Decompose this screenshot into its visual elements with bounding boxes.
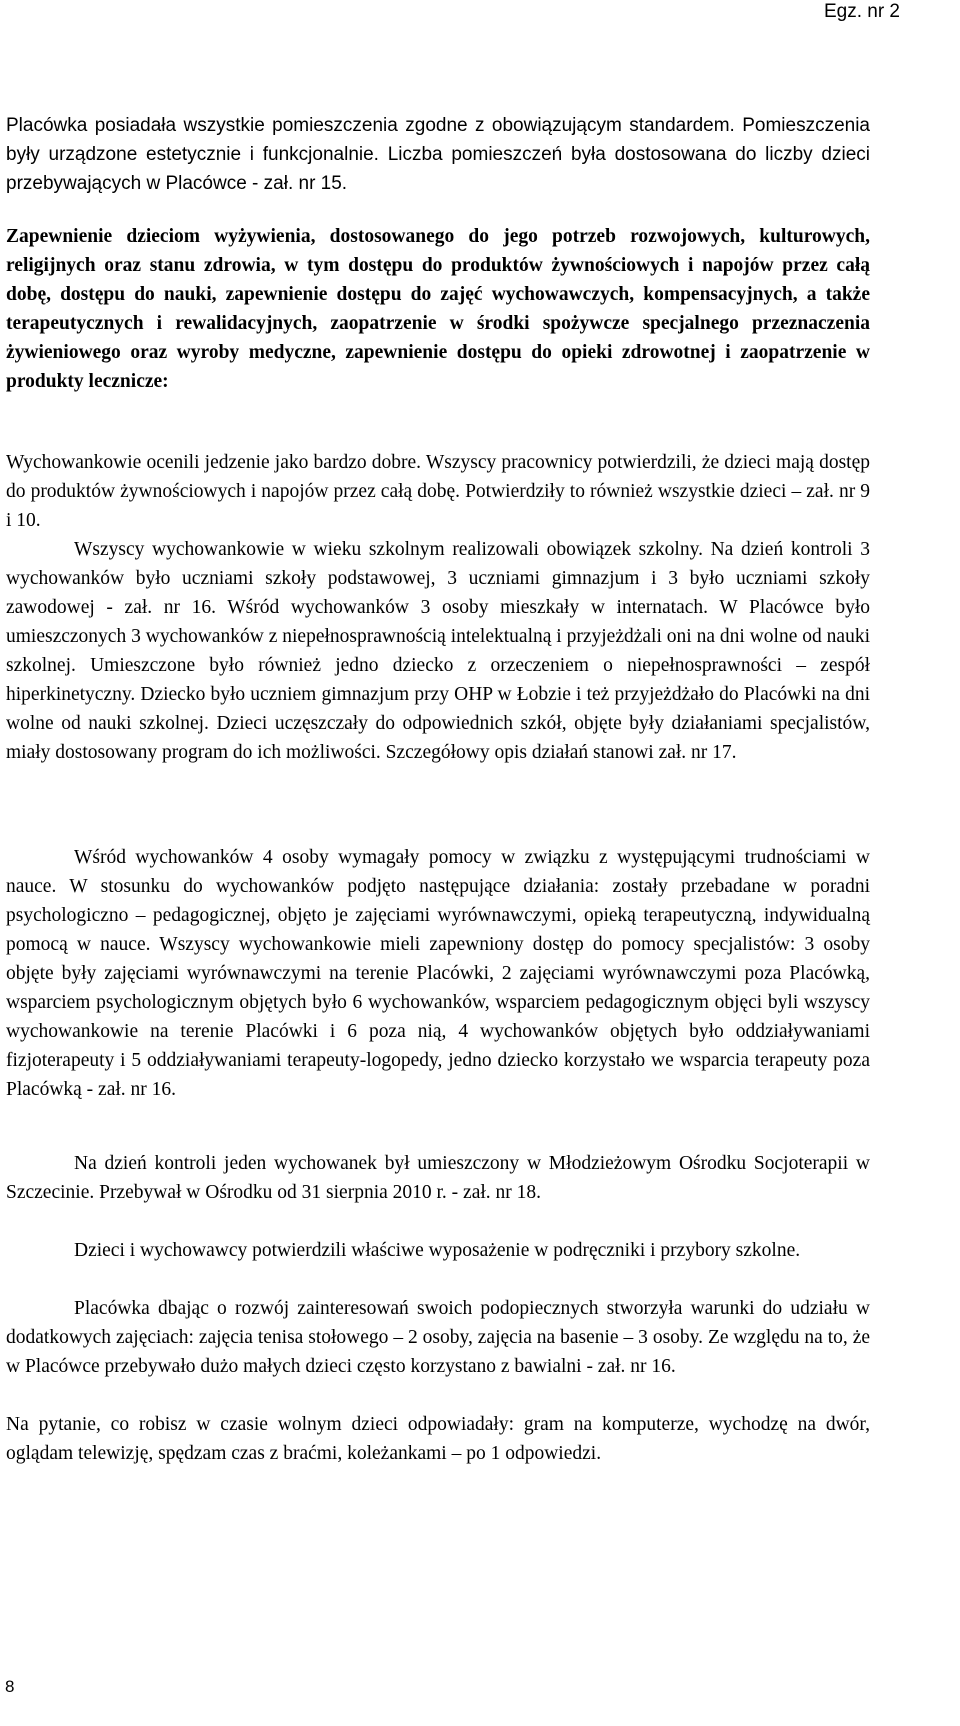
paragraph-extra-activities: Placówka dbając o rozwój zainteresowań swoich podopiecznych stworzyła warunki do udziału w dodatkowych zajęciach: zajęcia tenisa stołowego – 2 osoby, zajęcia na basenie – 3 osoby. Ze względu na to, że w Placówce przebywało dużo małych dzieci często korzystano z bawialni - zał. nr 16. bbox=[6, 1298, 870, 1377]
copy-number-label: Egz. nr 2 bbox=[823, 1, 900, 22]
paragraph-schooling: Wszyscy wychowankowie w wieku szkolnym realizowali obowiązek szkolny. Na dzień kontroli 3 wychowanków było uczniami szkoły podstawowej, 3 uczniami gimnazjum i 3 było uczniami szkoły zawodowej - zał. nr 16. Wśród wychowanków 3 osoby mieszkały w internatach. W Placówce było umieszczonych 3 wychowanków z niepełnosprawnością intelektualną i przyjeżdżali oni na dni wolne od nauki szkolnej. Umieszczone było również jedno dziecko z orzeczeniem o niepełnosprawności – zespół hiperkinetyczny. Dziecko było uczniem gimnazjum przy OHP w Łobzie i też przyjeżdżało do Placówki na dni wolne od nauki szkolnej. Dzieci uczęszczały do odpowiednich szkół, objęte były działaniami specjalistów, miały dostosowany program do ich możliwości. Szczegółowy opis działań stanowi zał. nr 17. bbox=[6, 539, 870, 763]
paragraph-learning-support: Wśród wychowanków 4 osoby wymagały pomocy w związku z występującymi trudnościami w nauce. W stosunku do wychowanków podjęto następujące działania: zostały przebadane w poradni psychologiczno – pedagogicznej, objęto je zajęciami wyrównawczymi, opieką terapeutyczną, indywidualną pomocą w nauce. Wszyscy wychowankowie mieli zapewniony dostęp do pomocy specjalistów: 3 osoby objęte były zajęciami wyrównawczymi na terenie Placówki, 2 zajęciami wyrównawczymi poza Placówką, wsparciem psychologicznym objętych było 6 wychowanków, wsparciem pedagogicznym objęci byli wszyscy wychowankowie na terenie Placówki i 6 poza nią, 4 wychowanków objętych było oddziaływaniami fizjoterapeuty i 5 oddziaływaniami terapeuty-logopedy, jedno dziecko korzystało we wsparcia terapeuty poza Placówką - zał. nr 16. bbox=[6, 847, 870, 1100]
paragraph-socio-therapy-centre: Na dzień kontroli jeden wychowanek był umieszczony w Młodzieżowym Ośrodku Socjoterapii w Szczecinie. Przebywał w Ośrodku od 31 sierpnia 2010 r. - zał. nr 18. bbox=[6, 1153, 870, 1203]
paragraph-premises: Placówka posiadała wszystkie pomieszczenia zgodne z obowiązującym standardem. Pomieszczenia były urządzone estetycznie i funkcjonalnie. Liczba pomieszczeń była dostosowana do liczby dzieci przebywających w Placówce - zał. nr 15. bbox=[6, 115, 870, 194]
section-heading-nutrition-education-health: Zapewnienie dzieciom wyżywienia, dostosowanego do jego potrzeb rozwojowych, kulturowych, religijnych oraz stanu zdrowia, w tym dostępu do produktów żywnościowych i napojów przez całą dobę, dostępu do nauki, zapewnienie dostępu do zajęć wychowawczych, kompensacyjnych, a także terapeutycznych i rewalidacyjnych, zaopatrzenie w środki spożywcze specjalnego przeznaczenia żywieniowego oraz wyroby medyczne, zapewnienie dostępu do opieki zdrowotnej i zaopatrzenie w produkty lecznicze: bbox=[6, 226, 870, 392]
page-number: 8 bbox=[5, 1677, 15, 1696]
paragraph-food-access: Wychowankowie ocenili jedzenie jako bardzo dobre. Wszyscy pracownicy potwierdzili, że dzieci mają dostęp do produktów żywnościowych i napojów przez całą dobę. Potwierdziły to również wszystkie dzieci – zał. nr 9 i 10. bbox=[6, 452, 870, 531]
paragraph-school-supplies: Dzieci i wychowawcy potwierdzili właściwe wyposażenie w podręczniki i przybory szkolne. bbox=[74, 1240, 801, 1261]
paragraph-free-time: Na pytanie, co robisz w czasie wolnym dzieci odpowiadały: gram na komputerze, wychodzę na dwór, oglądam telewizję, spędzam czas z braćmi, koleżankami – po 1 odpowiedzi. bbox=[6, 1414, 870, 1464]
